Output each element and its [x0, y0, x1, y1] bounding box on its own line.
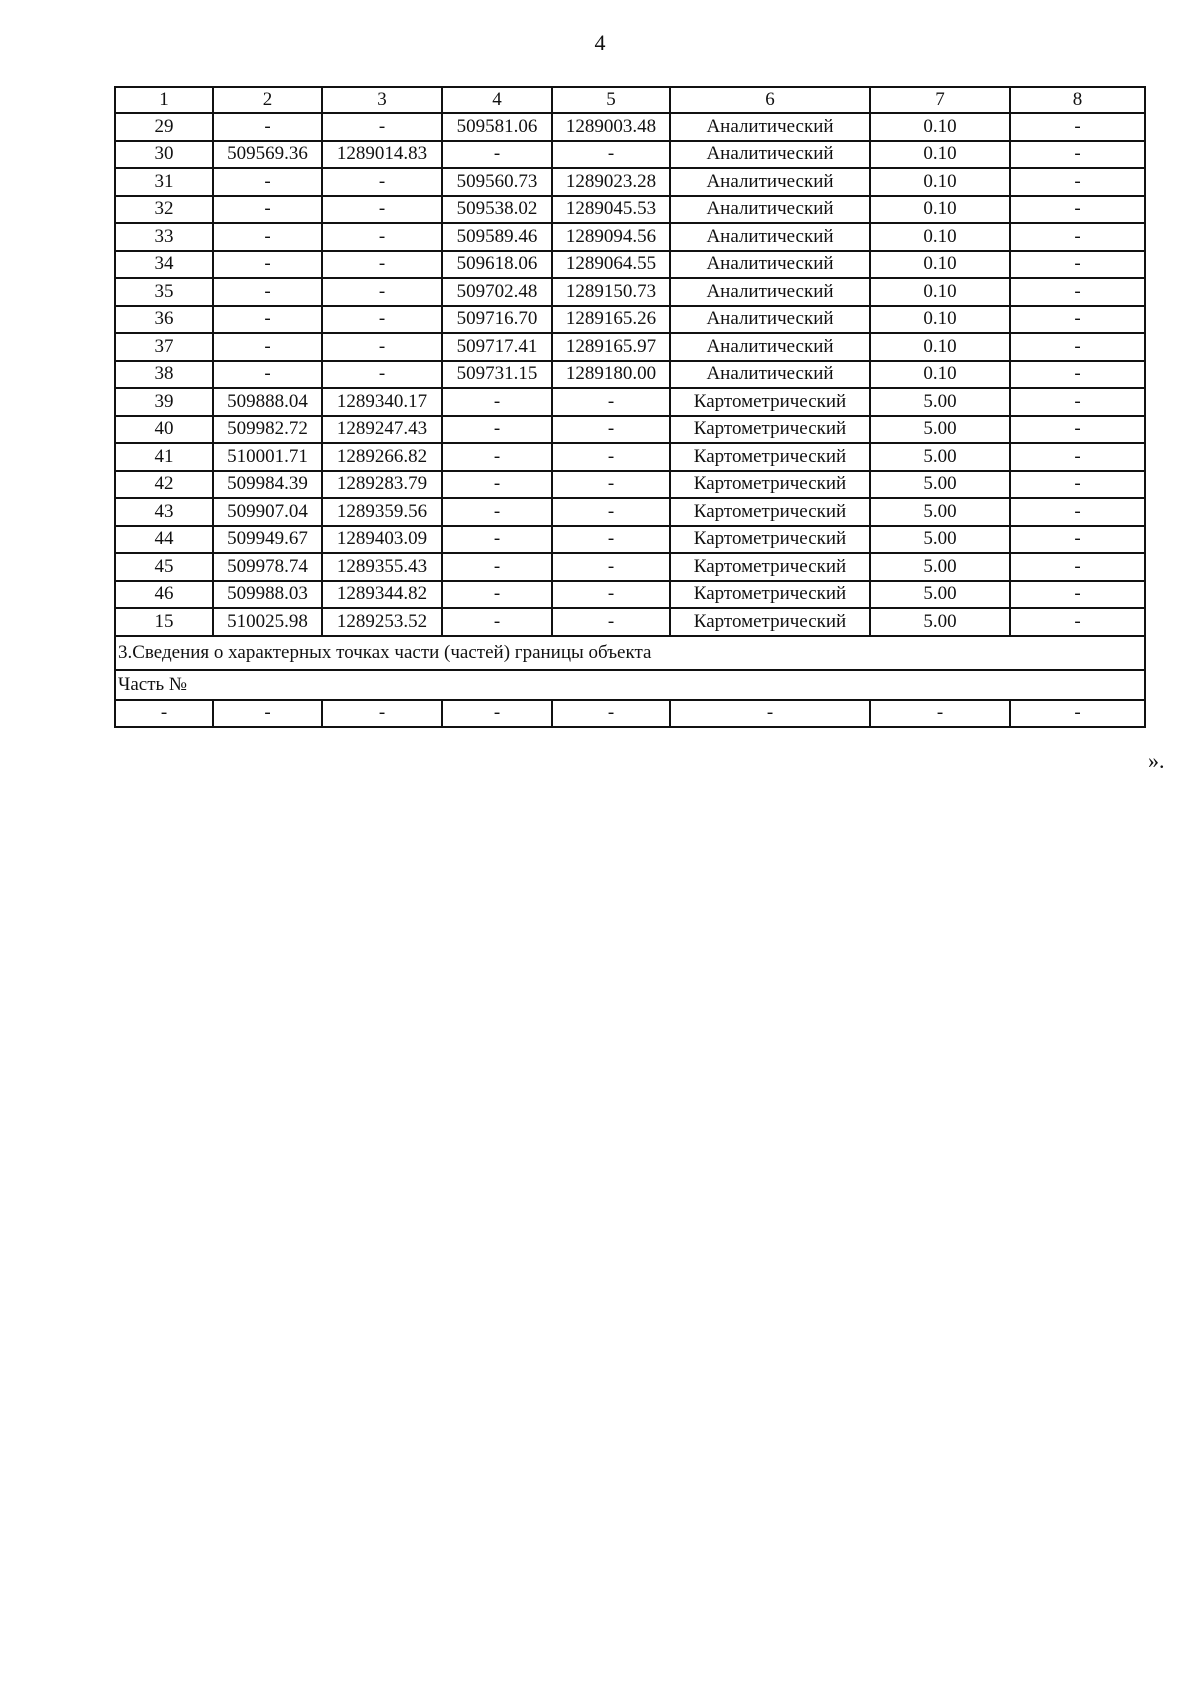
table-cell: 43 — [115, 498, 213, 526]
table-cell: 1289340.17 — [322, 388, 442, 416]
table-cell: - — [1010, 443, 1145, 471]
table-cell: 0.10 — [870, 278, 1010, 306]
column-header: 8 — [1010, 87, 1145, 113]
table-cell: 510025.98 — [213, 608, 322, 636]
table-cell: Картометрический — [670, 581, 870, 609]
table-cell: - — [322, 306, 442, 334]
table-cell: 509978.74 — [213, 553, 322, 581]
table-row — [115, 223, 1145, 251]
column-header: 5 — [552, 87, 670, 113]
column-header: 2 — [213, 87, 322, 113]
table-cell: Картометрический — [670, 498, 870, 526]
coordinates-table — [114, 86, 1146, 728]
table-cell: - — [1010, 498, 1145, 526]
empty-part-row — [115, 700, 1145, 728]
table-cell: Аналитический — [670, 113, 870, 141]
table-cell: 509988.03 — [213, 581, 322, 609]
table-cell: - — [322, 361, 442, 389]
table-row — [115, 388, 1145, 416]
table-cell: - — [552, 471, 670, 499]
table-row — [115, 471, 1145, 499]
table-cell: 5.00 — [870, 581, 1010, 609]
table-cell: - — [1010, 196, 1145, 224]
table-cell: 509717.41 — [442, 333, 552, 361]
table-cell: 0.10 — [870, 361, 1010, 389]
table-cell: - — [670, 700, 870, 728]
table-row — [115, 251, 1145, 279]
table-cell: - — [1010, 113, 1145, 141]
table-cell: - — [322, 168, 442, 196]
table-cell: 5.00 — [870, 416, 1010, 444]
column-header: 1 — [115, 87, 213, 113]
table-cell: - — [322, 113, 442, 141]
table-cell: Аналитический — [670, 361, 870, 389]
table-cell: 0.10 — [870, 251, 1010, 279]
table-cell: 37 — [115, 333, 213, 361]
table-cell: 30 — [115, 141, 213, 169]
table-cell: 34 — [115, 251, 213, 279]
table-cell: - — [213, 278, 322, 306]
table-cell: - — [1010, 700, 1145, 728]
table-cell: 41 — [115, 443, 213, 471]
table-cell: 509560.73 — [442, 168, 552, 196]
table-cell: - — [552, 443, 670, 471]
table-cell: Картометрический — [670, 471, 870, 499]
table-cell: - — [1010, 141, 1145, 169]
table-cell: 509702.48 — [442, 278, 552, 306]
table-cell: - — [213, 361, 322, 389]
table-cell: - — [213, 306, 322, 334]
table-cell: - — [1010, 553, 1145, 581]
table-cell: 1289247.43 — [322, 416, 442, 444]
table-cell: 1289266.82 — [322, 443, 442, 471]
table-cell: - — [1010, 168, 1145, 196]
section-title: 3.Сведения о характерных точках части (частей) границы объекта — [115, 636, 1145, 670]
table-cell: 1289359.56 — [322, 498, 442, 526]
table-cell: - — [552, 581, 670, 609]
table-cell: 5.00 — [870, 498, 1010, 526]
table-cell: Аналитический — [670, 196, 870, 224]
table-cell: 38 — [115, 361, 213, 389]
table-cell: - — [213, 700, 322, 728]
table-row — [115, 498, 1145, 526]
table-cell: - — [552, 498, 670, 526]
table-cell: 5.00 — [870, 443, 1010, 471]
table-cell: - — [552, 416, 670, 444]
table-cell: - — [442, 608, 552, 636]
table-cell: 1289003.48 — [552, 113, 670, 141]
table-cell: 1289180.00 — [552, 361, 670, 389]
table-cell: 509949.67 — [213, 526, 322, 554]
table-cell: Картометрический — [670, 553, 870, 581]
table-cell: 1289045.53 — [552, 196, 670, 224]
table-cell: Аналитический — [670, 141, 870, 169]
table-row — [115, 306, 1145, 334]
table-row — [115, 581, 1145, 609]
table-row — [115, 141, 1145, 169]
table-cell: 5.00 — [870, 388, 1010, 416]
table-cell: - — [552, 388, 670, 416]
table-row — [115, 608, 1145, 636]
table-row — [115, 361, 1145, 389]
table-cell: - — [442, 471, 552, 499]
table-cell: 5.00 — [870, 471, 1010, 499]
table-cell: 5.00 — [870, 608, 1010, 636]
table-cell: - — [115, 700, 213, 728]
table-cell: 1289253.52 — [322, 608, 442, 636]
table-cell: - — [870, 700, 1010, 728]
table-cell: 509716.70 — [442, 306, 552, 334]
column-header: 4 — [442, 87, 552, 113]
table-cell: - — [213, 333, 322, 361]
table-cell: 509731.15 — [442, 361, 552, 389]
table-cell: 33 — [115, 223, 213, 251]
table-cell: 39 — [115, 388, 213, 416]
table-cell: 1289014.83 — [322, 141, 442, 169]
table-cell: 509984.39 — [213, 471, 322, 499]
table-cell: Картометрический — [670, 608, 870, 636]
table-cell: 29 — [115, 113, 213, 141]
table-cell: - — [213, 223, 322, 251]
table-cell: 1289165.26 — [552, 306, 670, 334]
table-cell: - — [1010, 251, 1145, 279]
table-header-row — [115, 87, 1145, 113]
table-cell: 510001.71 — [213, 443, 322, 471]
table-cell: Аналитический — [670, 306, 870, 334]
table-cell: 1289355.43 — [322, 553, 442, 581]
part-label-row — [115, 670, 1145, 700]
table-cell: - — [322, 333, 442, 361]
table-cell: - — [442, 581, 552, 609]
table-cell: - — [213, 113, 322, 141]
table-cell: Аналитический — [670, 168, 870, 196]
table-cell: 31 — [115, 168, 213, 196]
table-cell: - — [322, 223, 442, 251]
table-cell: 44 — [115, 526, 213, 554]
table-cell: - — [442, 388, 552, 416]
table-cell: Аналитический — [670, 333, 870, 361]
table-row — [115, 196, 1145, 224]
table-cell: - — [1010, 306, 1145, 334]
table-cell: 509618.06 — [442, 251, 552, 279]
table-cell: 0.10 — [870, 196, 1010, 224]
table-cell: 36 — [115, 306, 213, 334]
table-cell: - — [442, 700, 552, 728]
table-cell: - — [442, 553, 552, 581]
table-row — [115, 333, 1145, 361]
table-cell: 1289023.28 — [552, 168, 670, 196]
table-cell: 46 — [115, 581, 213, 609]
table-cell: - — [322, 196, 442, 224]
table-row — [115, 553, 1145, 581]
column-header: 7 — [870, 87, 1010, 113]
table-cell: - — [552, 608, 670, 636]
table-cell: - — [552, 526, 670, 554]
table-cell: 509538.02 — [442, 196, 552, 224]
table-cell: - — [1010, 608, 1145, 636]
page-number: 4 — [594, 30, 606, 55]
table-cell: Картометрический — [670, 443, 870, 471]
table-cell: - — [1010, 581, 1145, 609]
table-cell: 1289064.55 — [552, 251, 670, 279]
section-title-row — [115, 636, 1145, 670]
part-label: Часть № — [115, 670, 1145, 700]
table-cell: - — [1010, 278, 1145, 306]
table-cell: 35 — [115, 278, 213, 306]
table-cell: 1289165.97 — [552, 333, 670, 361]
table-cell: Картометрический — [670, 416, 870, 444]
table-cell: - — [322, 700, 442, 728]
table-cell: - — [1010, 416, 1145, 444]
table-cell: - — [1010, 361, 1145, 389]
table-cell: 0.10 — [870, 141, 1010, 169]
table-cell: - — [442, 416, 552, 444]
table-cell: 509569.36 — [213, 141, 322, 169]
table-cell: 45 — [115, 553, 213, 581]
table-row — [115, 416, 1145, 444]
table-cell: - — [1010, 333, 1145, 361]
table-cell: - — [552, 700, 670, 728]
table-cell: 509589.46 — [442, 223, 552, 251]
table-cell: - — [213, 251, 322, 279]
table-row — [115, 168, 1145, 196]
table-cell: 0.10 — [870, 113, 1010, 141]
table-cell: 1289344.82 — [322, 581, 442, 609]
table-cell: 0.10 — [870, 333, 1010, 361]
table-cell: 0.10 — [870, 223, 1010, 251]
table-cell: Аналитический — [670, 278, 870, 306]
table-row — [115, 278, 1145, 306]
table-cell: - — [442, 498, 552, 526]
table-cell: - — [442, 526, 552, 554]
table-cell: - — [1010, 388, 1145, 416]
table-body — [115, 113, 1145, 636]
table-cell: 1289283.79 — [322, 471, 442, 499]
table-cell: Картометрический — [670, 388, 870, 416]
table-row — [115, 113, 1145, 141]
table-cell: Аналитический — [670, 251, 870, 279]
table-cell: - — [213, 196, 322, 224]
table-cell: 509888.04 — [213, 388, 322, 416]
table-cell: Картометрический — [670, 526, 870, 554]
table-cell: - — [552, 553, 670, 581]
closing-quote: ». — [1148, 748, 1165, 773]
table-cell: 509907.04 — [213, 498, 322, 526]
table-cell: - — [322, 251, 442, 279]
table-cell: 5.00 — [870, 553, 1010, 581]
table-cell: - — [552, 141, 670, 169]
table-cell: 1289094.56 — [552, 223, 670, 251]
table-cell: - — [322, 278, 442, 306]
table-cell: - — [442, 141, 552, 169]
table-cell: 32 — [115, 196, 213, 224]
table-cell: Аналитический — [670, 223, 870, 251]
table-cell: - — [1010, 223, 1145, 251]
table-cell: 40 — [115, 416, 213, 444]
table-cell: 0.10 — [870, 306, 1010, 334]
table-cell: - — [1010, 471, 1145, 499]
table-cell: - — [1010, 526, 1145, 554]
table-cell: 1289403.09 — [322, 526, 442, 554]
column-header: 6 — [670, 87, 870, 113]
table-cell: 15 — [115, 608, 213, 636]
column-header: 3 — [322, 87, 442, 113]
table-cell: 42 — [115, 471, 213, 499]
table-cell: 0.10 — [870, 168, 1010, 196]
table-cell: 509982.72 — [213, 416, 322, 444]
table-cell: - — [442, 443, 552, 471]
table-cell: 509581.06 — [442, 113, 552, 141]
table-cell: 5.00 — [870, 526, 1010, 554]
table-row — [115, 526, 1145, 554]
table-cell: - — [213, 168, 322, 196]
table-row — [115, 443, 1145, 471]
table-cell: 1289150.73 — [552, 278, 670, 306]
